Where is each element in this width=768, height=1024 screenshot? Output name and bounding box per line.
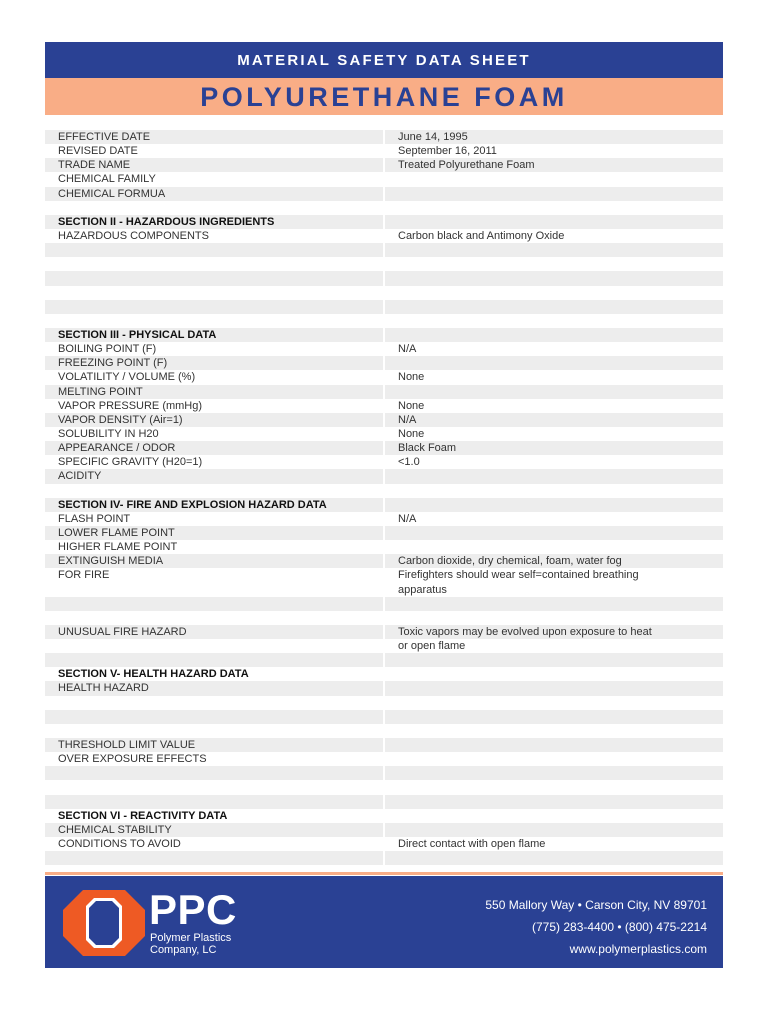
field-value: Firefighters should wear self=contained breathing	[398, 569, 639, 582]
field-label	[45, 653, 383, 667]
table-row	[45, 455, 723, 469]
field-value: None	[398, 399, 425, 412]
table-row	[45, 399, 723, 413]
field-label: VOLATILITY / VOLUME (%)	[58, 371, 196, 384]
company-website[interactable]: www.polymerplastics.com	[569, 942, 707, 956]
field-value	[385, 201, 723, 215]
field-value	[385, 172, 723, 186]
section-heading-row	[45, 809, 723, 823]
field-value	[385, 498, 723, 512]
document-supertitle: MATERIAL SAFETY DATA SHEET	[45, 42, 723, 78]
field-value	[385, 215, 723, 229]
field-label	[45, 271, 383, 285]
table-row	[45, 597, 723, 611]
field-value	[385, 300, 723, 314]
table-row	[45, 526, 723, 540]
table-row	[45, 639, 723, 653]
table-row	[45, 681, 723, 695]
field-value	[385, 823, 723, 837]
section-heading: SECTION VI - REACTIVITY DATA	[58, 809, 228, 822]
ppc-logo-icon	[63, 890, 145, 956]
field-value: Carbon black and Antimony Oxide	[398, 229, 565, 242]
field-label	[45, 851, 383, 865]
field-value: September 16, 2011	[398, 145, 497, 158]
field-label: REVISED DATE	[58, 145, 138, 158]
field-label: VAPOR DENSITY (Air=1)	[45, 413, 383, 427]
table-row	[45, 540, 723, 554]
section-heading: SECTION IV- FIRE AND EXPLOSION HAZARD DATA	[45, 498, 383, 512]
field-value: Direct contact with open flame	[398, 838, 546, 851]
table-row	[45, 780, 723, 794]
field-value	[385, 780, 723, 794]
table-row	[45, 484, 723, 498]
contact-info	[485, 894, 707, 960]
field-value: <1.0	[398, 456, 420, 469]
table-row	[45, 229, 723, 243]
table-row	[45, 625, 723, 639]
table-row	[45, 158, 723, 172]
table-row	[45, 611, 723, 625]
logo-name-line-1: Polymer Plastics	[150, 932, 232, 944]
field-value	[385, 611, 723, 625]
field-value	[385, 328, 723, 342]
field-label: FOR FIRE	[58, 569, 110, 582]
field-value	[385, 724, 723, 738]
field-value	[385, 469, 723, 483]
table-row	[45, 243, 723, 257]
field-label: UNUSUAL FIRE HAZARD	[45, 625, 383, 639]
field-value	[385, 667, 723, 681]
field-value: N/A	[398, 343, 417, 356]
field-value	[385, 795, 723, 809]
table-row	[45, 653, 723, 667]
field-label: ACIDITY	[45, 469, 383, 483]
field-value	[385, 356, 723, 370]
field-value	[385, 540, 723, 554]
table-row	[45, 837, 723, 851]
table-row	[45, 172, 723, 186]
field-value	[385, 681, 723, 695]
table-row	[45, 752, 723, 766]
logo-name-line-2: Company, LC	[150, 944, 217, 956]
field-value	[385, 257, 723, 271]
table-row	[45, 823, 723, 837]
company-phone: (775) 283-4400 • (800) 475-2214	[532, 920, 707, 934]
field-label	[45, 710, 383, 724]
field-label	[45, 724, 383, 738]
table-row	[45, 413, 723, 427]
field-value: None	[398, 371, 425, 384]
table-row	[45, 257, 723, 271]
field-label: CHEMICAL FORMUA	[45, 187, 383, 201]
table-row	[45, 568, 723, 582]
field-value: N/A	[385, 413, 723, 427]
footer-divider	[45, 872, 723, 875]
field-value	[385, 243, 723, 257]
footer	[45, 876, 723, 968]
table-row	[45, 469, 723, 483]
field-label	[45, 639, 383, 653]
field-label	[45, 314, 383, 328]
field-label	[45, 780, 383, 794]
field-value: June 14, 1995	[385, 130, 723, 144]
logo-company-name	[150, 932, 231, 956]
table-row	[45, 696, 723, 710]
field-label	[45, 286, 383, 300]
table-row	[45, 286, 723, 300]
section-heading-row	[45, 328, 723, 342]
field-label: OVER EXPOSURE EFFECTS	[58, 753, 207, 766]
field-value	[385, 851, 723, 865]
table-row	[45, 441, 723, 455]
company-address: 550 Mallory Way • Carson City, NV 89701	[485, 898, 707, 912]
field-value: Toxic vapors may be evolved upon exposure to heat	[385, 625, 723, 639]
field-label: CHEMICAL FAMILY	[58, 173, 156, 186]
field-label: FREEZING POINT (F)	[45, 356, 383, 370]
table-row	[45, 766, 723, 780]
field-value: Treated Polyurethane Foam	[385, 158, 723, 172]
table-row	[45, 512, 723, 526]
field-value: or open flame	[398, 640, 466, 653]
field-value	[385, 710, 723, 724]
table-row	[45, 314, 723, 328]
field-label: SPECIFIC GRAVITY (H20=1)	[58, 456, 203, 469]
field-label: CONDITIONS TO AVOID	[58, 838, 181, 851]
table-row	[45, 271, 723, 285]
field-value	[385, 526, 723, 540]
field-value	[385, 484, 723, 498]
field-label	[45, 795, 383, 809]
table-row	[45, 554, 723, 568]
field-label: LOWER FLAME POINT	[45, 526, 383, 540]
field-value	[385, 766, 723, 780]
field-value	[385, 752, 723, 766]
section-heading: SECTION V- HEALTH HAZARD DATA	[58, 668, 249, 681]
field-label	[45, 597, 383, 611]
field-value	[385, 314, 723, 328]
field-value	[385, 271, 723, 285]
table-row	[45, 187, 723, 201]
table-row	[45, 130, 723, 144]
field-label: HEALTH HAZARD	[45, 681, 383, 695]
table-row	[45, 738, 723, 752]
field-label	[45, 583, 383, 597]
field-label	[45, 611, 383, 625]
field-label: MELTING POINT	[45, 385, 383, 399]
field-value	[385, 286, 723, 300]
section-heading: SECTION II - HAZARDOUS INGREDIENTS	[45, 215, 383, 229]
field-label	[45, 766, 383, 780]
field-value	[385, 738, 723, 752]
section-heading-row	[45, 667, 723, 681]
field-label	[45, 300, 383, 314]
section-heading-row	[45, 498, 723, 512]
field-label: BOILING POINT (F)	[58, 343, 157, 356]
field-value: Black Foam	[385, 441, 723, 455]
table-row	[45, 385, 723, 399]
field-value	[385, 653, 723, 667]
field-label	[45, 484, 383, 498]
field-value	[385, 385, 723, 399]
table-row	[45, 583, 723, 597]
field-label: EFFECTIVE DATE	[45, 130, 383, 144]
table-row	[45, 342, 723, 356]
table-row	[45, 724, 723, 738]
field-value	[385, 696, 723, 710]
section-heading: SECTION III - PHYSICAL DATA	[45, 328, 383, 342]
data-table	[45, 130, 723, 865]
field-label: HIGHER FLAME POINT	[58, 541, 178, 554]
field-label: TRADE NAME	[45, 158, 383, 172]
field-label	[45, 257, 383, 271]
field-label	[45, 243, 383, 257]
field-label: SOLUBILITY IN H20	[58, 427, 159, 440]
field-value: N/A	[398, 512, 417, 525]
field-label: CHEMICAL STABILITY	[45, 823, 383, 837]
field-value: apparatus	[398, 583, 447, 596]
table-row	[45, 300, 723, 314]
field-value	[385, 187, 723, 201]
table-row	[45, 201, 723, 215]
table-row	[45, 144, 723, 158]
section-heading-row	[45, 215, 723, 229]
table-row	[45, 356, 723, 370]
field-value: None	[398, 427, 425, 440]
field-label: VAPOR PRESSURE (mmHg)	[58, 399, 203, 412]
field-label: FLASH POINT	[58, 512, 131, 525]
field-label: EXTINGUISH MEDIA	[45, 554, 383, 568]
logo-abbreviation: PPC	[149, 886, 237, 933]
table-row	[45, 427, 723, 441]
field-label: APPEARANCE / ODOR	[45, 441, 383, 455]
table-row	[45, 795, 723, 809]
field-label	[45, 201, 383, 215]
table-row	[45, 710, 723, 724]
field-label: THRESHOLD LIMIT VALUE	[45, 738, 383, 752]
document-title: POLYURETHANE FOAM	[45, 78, 723, 115]
field-label	[45, 696, 383, 710]
field-value	[385, 809, 723, 823]
table-row	[45, 851, 723, 865]
field-label: HAZARDOUS COMPONENTS	[58, 229, 209, 242]
table-row	[45, 370, 723, 384]
field-value: Carbon dioxide, dry chemical, foam, water fog	[385, 554, 723, 568]
field-value	[385, 597, 723, 611]
